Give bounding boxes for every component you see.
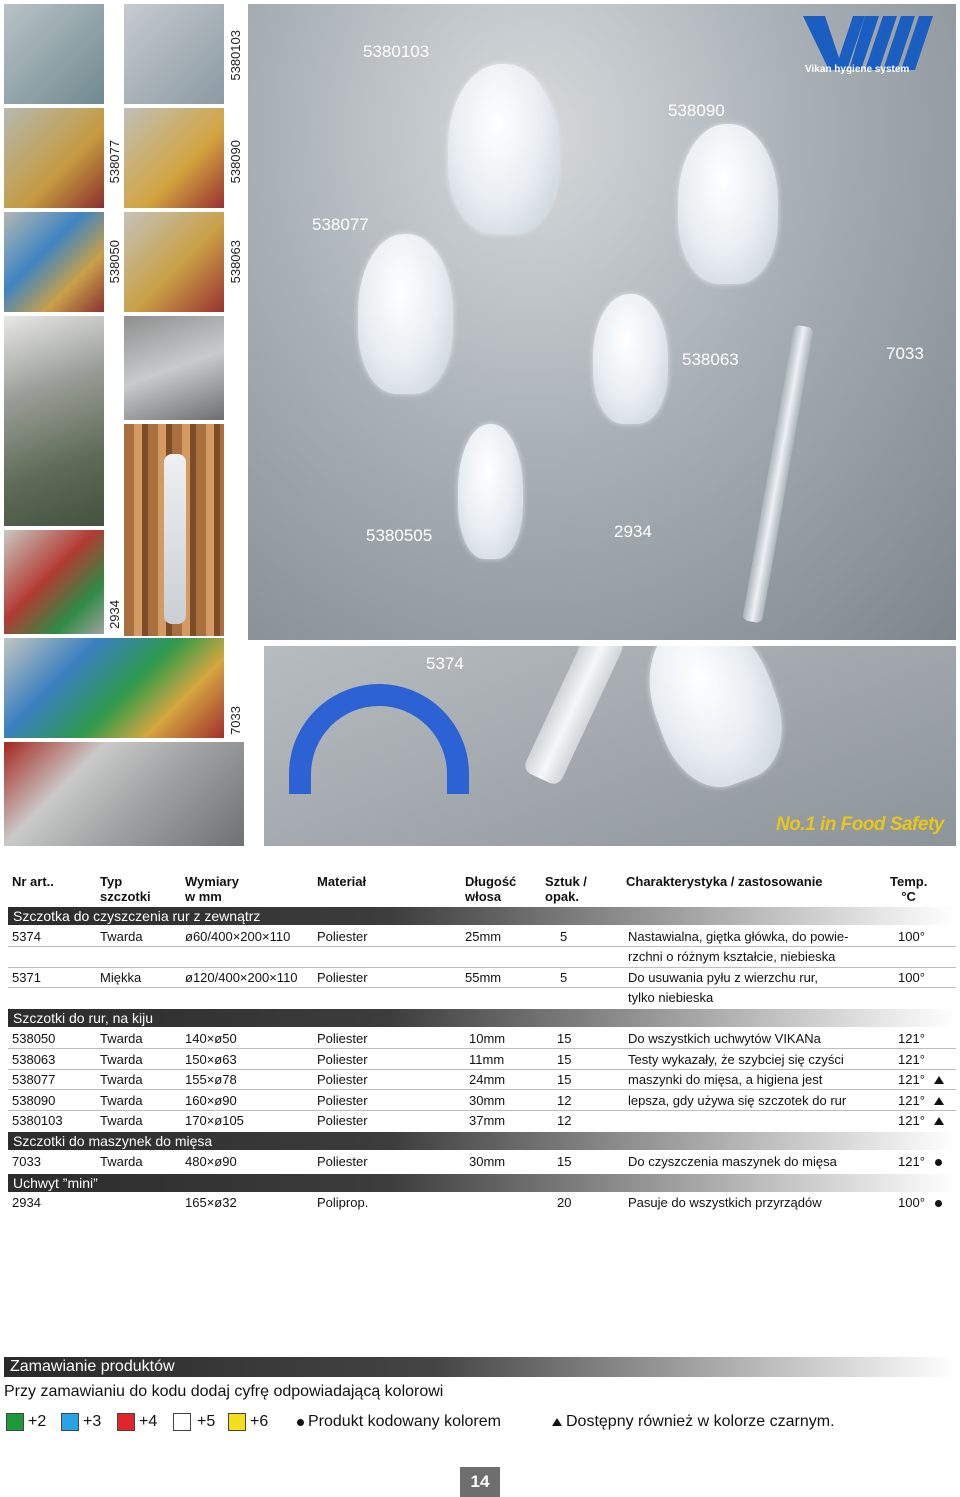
handle-7033	[742, 325, 814, 624]
brush-7033-head	[629, 646, 800, 801]
black-available-icon	[934, 1117, 944, 1125]
brush-538063	[593, 294, 668, 424]
swatch-green	[6, 1413, 24, 1431]
color-coded-icon	[935, 1200, 942, 1207]
header-nr: Nr art..	[12, 874, 54, 889]
section-title-2: Szczotki do rur, na kiju	[8, 1009, 956, 1027]
label-5380505: 5380505	[366, 526, 433, 545]
label-5380103: 5380103	[363, 42, 430, 61]
swatch-label-blue: +3	[83, 1413, 102, 1430]
swatch-red	[117, 1413, 135, 1431]
thumb-handles	[4, 530, 104, 634]
swatch-yellow	[228, 1413, 246, 1431]
swatch-label-white: +5	[197, 1413, 216, 1430]
page-number: 14	[460, 1467, 500, 1497]
header-material: Materiał	[317, 874, 367, 889]
section-title-3: Szczotki do maszynek do mięsa	[8, 1132, 956, 1150]
thumb-label-2934: 2934	[107, 600, 122, 629]
row-divider	[8, 967, 956, 968]
row-divider	[8, 1089, 956, 1090]
legend-triangle-text: Dostępny również w kolorze czarnym.	[566, 1413, 835, 1430]
section-title-4: Uchwyt ”mini”	[8, 1174, 956, 1192]
row-divider	[8, 987, 956, 988]
header-temp: Temp. °C	[890, 874, 928, 904]
thumb-label-5380103: 5380103	[228, 30, 243, 81]
brush-538090	[678, 124, 778, 284]
slogan: No.1 in Food Safety	[776, 814, 944, 835]
swatch-white	[173, 1413, 191, 1431]
order-instruction: Przy zamawianiu do kodu dodaj cyfrę odpowiadającą kolorowi	[4, 1383, 444, 1400]
thumb-brushes-yellow-red	[4, 108, 104, 208]
black-available-icon	[934, 1076, 944, 1084]
legend-triangle-icon	[552, 1418, 562, 1426]
legend-dot-text: Produkt kodowany kolorem	[308, 1413, 501, 1430]
brand-tagline: Vikan hygiene system	[805, 64, 910, 75]
label-538090: 538090	[668, 101, 725, 120]
section-title-1: Szczotka do czyszczenia rur z zewnątrz	[8, 907, 956, 925]
thumb-label-538063: 538063	[228, 240, 243, 284]
order-title: Zamawianie produktów	[4, 1357, 956, 1377]
label-538077: 538077	[312, 215, 369, 234]
label-7033: 7033	[886, 344, 924, 363]
thumb-label-538090: 538090	[228, 140, 243, 184]
photo-5374-flexible-brush	[264, 646, 956, 846]
brush-5380505	[458, 424, 523, 559]
thumb-long-handle-brushes	[4, 638, 224, 738]
thumb-brushes-mixed-2	[124, 212, 224, 312]
vikan-logo	[803, 14, 938, 76]
brush-5374	[289, 684, 469, 794]
brush-538077	[358, 234, 453, 394]
handle-2934	[522, 646, 626, 787]
thumb-brushes-white	[124, 4, 224, 104]
main-product-photo	[248, 4, 956, 640]
row-divider	[8, 1069, 956, 1070]
photo-meat-mincer-cleaning	[4, 742, 244, 846]
swatch-label-green: +2	[28, 1413, 47, 1430]
header-sztuk: Sztuk / opak.	[545, 874, 587, 904]
brush-5380103	[448, 64, 558, 234]
thumb-brushes-blue-red	[4, 4, 104, 104]
row-divider	[8, 1110, 956, 1111]
row-divider	[8, 1048, 956, 1049]
photo-worker-cleaning	[4, 316, 104, 526]
swatch-label-yellow: +6	[250, 1413, 269, 1430]
swatch-blue	[61, 1413, 79, 1431]
header-charakterystyka: Charakterystyka / zastosowanie	[626, 874, 823, 889]
thumb-brushes-mixed	[4, 212, 104, 312]
header-typ: Typ szczotki	[100, 874, 151, 904]
row-divider	[8, 946, 956, 947]
color-coded-icon	[935, 1159, 942, 1166]
label-2934: 2934	[614, 522, 652, 541]
legend-dot-icon	[297, 1419, 304, 1426]
photo-brush-on-wood	[124, 424, 224, 636]
header-wymiary: Wymiary w mm	[185, 874, 239, 904]
thumb-label-538050: 538050	[107, 240, 122, 284]
thumb-label-538077: 538077	[107, 140, 122, 184]
black-available-icon	[934, 1097, 944, 1105]
swatch-label-red: +4	[139, 1413, 158, 1430]
photo-pipe-brush	[124, 316, 224, 420]
label-5374: 5374	[426, 654, 464, 673]
thumb-label-7033: 7033	[228, 706, 243, 735]
thumb-brushes-yellow-red-2	[124, 108, 224, 208]
header-dlugosc: Długość włosa	[465, 874, 517, 904]
label-538063: 538063	[682, 350, 739, 369]
